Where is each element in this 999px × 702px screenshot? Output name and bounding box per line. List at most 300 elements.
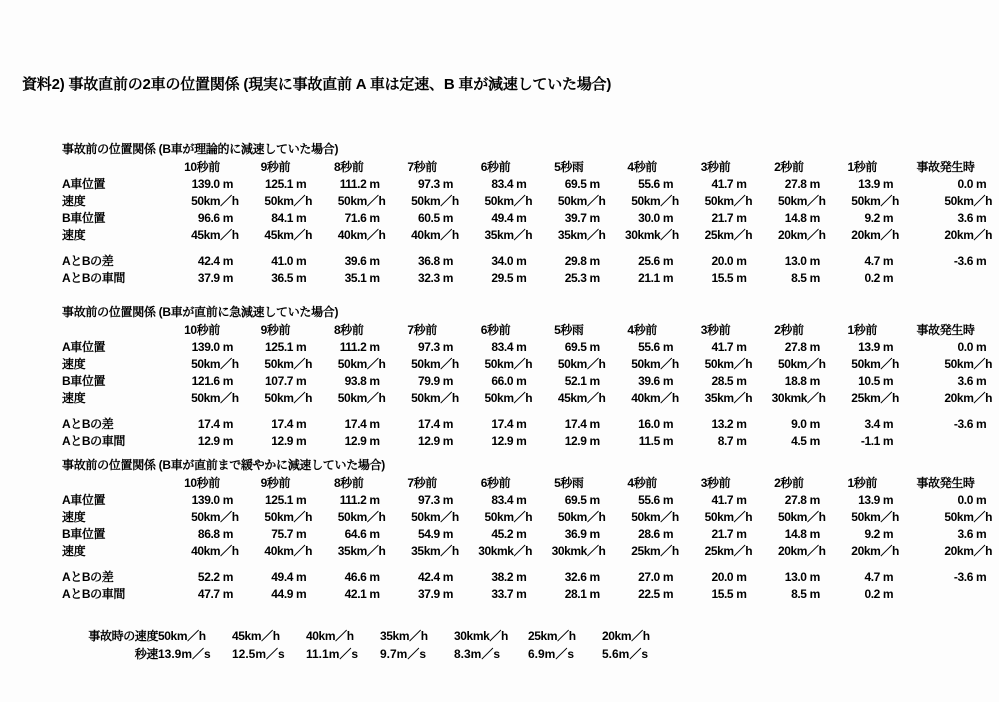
row-label: 速度	[62, 228, 86, 242]
cell-value: 17.4	[418, 417, 440, 431]
unit-meter-label: m	[296, 527, 307, 541]
unit-meter-label: m	[516, 493, 527, 507]
unit-meter-label: m	[516, 570, 527, 584]
cell-value: 10.5	[858, 374, 880, 388]
unit-meter-label: m	[809, 374, 820, 388]
row-label: AとBの差	[62, 570, 114, 584]
cell-b_position	[239, 373, 312, 390]
unit-meter-label: m	[589, 417, 600, 431]
unit-meter-label: m	[736, 527, 747, 541]
cell-b_speed: 50km／h	[484, 391, 533, 405]
cell-b_speed: 50km／h	[411, 391, 459, 405]
unit-meter-label: m	[882, 211, 894, 225]
cell-value: 12.9	[197, 434, 220, 448]
cell-value: 52.1	[564, 374, 587, 388]
cell-value: 28.1	[564, 587, 587, 601]
cell-difference	[459, 416, 532, 433]
unit-meter-label: m	[369, 527, 380, 541]
table-row	[62, 227, 992, 244]
column-header: 1秒前	[847, 160, 877, 174]
cell-difference	[312, 569, 385, 586]
cell-value: 8.7	[717, 434, 734, 448]
cell-gap	[679, 433, 752, 450]
table-row	[62, 627, 676, 645]
cell-b_speed: 30kmk／h	[551, 544, 606, 558]
cell-value: 37.9	[418, 587, 440, 601]
cell-value: 3.6	[957, 211, 973, 225]
unit-meter-label: m	[296, 417, 307, 431]
cell-difference	[605, 416, 678, 433]
unit-meter-label: m	[442, 374, 454, 388]
unit-meter-label: m	[222, 527, 233, 541]
position-relation-table	[62, 475, 992, 603]
cell-value: -3.6	[953, 570, 973, 584]
column-header: 5秒雨	[554, 323, 584, 337]
unit-meter-label: m	[589, 211, 600, 225]
summary-speed-value: 30kmk／h	[454, 629, 508, 643]
cell-value: 107.7	[265, 374, 294, 388]
table-row	[62, 569, 992, 586]
cell-gap	[899, 433, 992, 450]
unit-meter-label: m	[369, 570, 380, 584]
column-header: 8秒前	[333, 160, 364, 174]
cell-b_position	[752, 210, 825, 227]
cell-value: 32.3	[418, 271, 440, 285]
cell-value: 69.5	[564, 493, 587, 507]
cell-value: 30.0	[638, 211, 660, 225]
cell-a_speed: 50km／h	[944, 357, 992, 371]
table-row	[62, 176, 992, 193]
cell-value: 0.0	[957, 493, 973, 507]
cell-value: 41.7	[711, 493, 734, 507]
table-row	[62, 356, 992, 373]
cell-b_speed: 40km／h	[337, 228, 386, 242]
unit-meter-label: m	[516, 434, 527, 448]
cell-difference	[826, 253, 899, 270]
cell-value: 45.2	[491, 527, 514, 541]
cell-value: 64.6	[344, 527, 367, 541]
summary-speed-label: 事故時の速度	[88, 629, 158, 643]
cell-b_speed: 50km／h	[264, 391, 313, 405]
unit-meter-label: m	[442, 177, 454, 191]
unit-meter-label: m	[442, 434, 454, 448]
unit-meter-label: m	[296, 434, 307, 448]
cell-b_speed: 45km／h	[191, 228, 239, 242]
cell-a_speed: 50km／h	[191, 194, 239, 208]
cell-value: 84.1	[271, 211, 294, 225]
unit-meter-label: m	[809, 254, 820, 268]
cell-value: 79.9	[418, 374, 440, 388]
cell-a_position	[385, 176, 458, 193]
cell-value: 42.4	[197, 254, 220, 268]
unit-meter-label: m	[369, 254, 380, 268]
cell-b_speed: 25km／h	[631, 544, 679, 558]
spacer-cell	[62, 407, 992, 416]
unit-meter-label: m	[976, 493, 987, 507]
table-block-3	[62, 456, 992, 603]
unit-meter-label: m	[296, 493, 307, 507]
unit-meter-label: m	[589, 374, 600, 388]
unit-meter-label: m	[369, 493, 380, 507]
cell-value: 55.6	[638, 340, 660, 354]
cell-a_position	[826, 176, 899, 193]
cell-gap	[605, 433, 678, 450]
cell-a_position	[385, 492, 458, 509]
cell-b_speed: 35km／h	[411, 544, 459, 558]
cell-difference	[899, 569, 992, 586]
cell-value: 36.8	[418, 254, 440, 268]
cell-value: 12.9	[491, 434, 514, 448]
unit-meter-label: m	[809, 434, 820, 448]
cell-value: 86.8	[197, 527, 220, 541]
unit-meter-label: m	[809, 340, 820, 354]
unit-meter-label: m	[442, 211, 454, 225]
cell-value: 83.4	[491, 177, 514, 191]
cell-gap	[752, 586, 825, 603]
cell-a_speed: 50km／h	[484, 194, 533, 208]
cell-value: 111.2	[339, 493, 367, 507]
unit-meter-label: m	[222, 493, 233, 507]
cell-a_position	[752, 339, 825, 356]
table-row	[62, 433, 992, 450]
cell-a_position	[532, 492, 605, 509]
cell-value: 39.6	[344, 254, 367, 268]
cell-value: 46.6	[344, 570, 367, 584]
row-label: 速度	[62, 510, 86, 524]
cell-b_speed: 20km／h	[944, 391, 992, 405]
unit-meter-label: m	[882, 254, 894, 268]
table-header-row	[62, 322, 992, 339]
unit-meter-label: m	[516, 374, 527, 388]
unit-meter-label: m	[662, 374, 674, 388]
row-label: B車位置	[62, 211, 106, 225]
unit-meter-label: m	[662, 177, 674, 191]
cell-difference	[679, 416, 752, 433]
summary-speed-value: 40km／h	[306, 629, 354, 643]
summary-persecond-value: 11.1m／s	[306, 647, 359, 661]
cell-value: 12.9	[271, 434, 294, 448]
summary-persecond-value: 9.7m／s	[380, 647, 427, 661]
cell-gap	[239, 270, 312, 287]
unit-meter-label: m	[736, 271, 747, 285]
unit-meter-label: m	[442, 254, 454, 268]
cell-b_position	[679, 526, 752, 543]
column-header: 7秒前	[407, 476, 437, 490]
unit-meter-label: m	[516, 271, 527, 285]
cell-gap	[459, 433, 532, 450]
cell-value: 41.7	[711, 177, 734, 191]
summary-persecond-value: 5.6m／s	[602, 647, 649, 661]
unit-meter-label: m	[222, 587, 233, 601]
unit-meter-label: m	[222, 211, 233, 225]
cell-value: 3.6	[957, 374, 973, 388]
table-row	[62, 210, 992, 227]
cell-difference	[679, 253, 752, 270]
unit-meter-label: m	[442, 587, 454, 601]
cell-a_position	[312, 339, 385, 356]
unit-meter-label: m	[516, 587, 527, 601]
cell-b_speed: 20km／h	[851, 228, 899, 242]
cell-b_position	[826, 526, 899, 543]
unit-meter-label: m	[222, 340, 233, 354]
unit-meter-label: m	[589, 434, 600, 448]
unit-meter-label: m	[882, 340, 894, 354]
cell-a_speed: 50km／h	[851, 357, 899, 371]
cell-value: 44.9	[271, 587, 294, 601]
unit-meter-label: m	[296, 340, 307, 354]
cell-value: 13.9	[858, 493, 880, 507]
column-header: 2秒前	[774, 323, 804, 337]
unit-meter-label: m	[442, 340, 454, 354]
unit-meter-label: m	[662, 271, 674, 285]
cell-gap	[165, 270, 238, 287]
table-row	[62, 339, 992, 356]
cell-b_speed: 20km／h	[777, 544, 826, 558]
cell-value: 13.9	[858, 177, 880, 191]
row-label: 速度	[62, 357, 86, 371]
cell-difference	[385, 569, 458, 586]
cell-a_speed: 50km／h	[944, 510, 992, 524]
unit-meter-label: m	[589, 271, 600, 285]
cell-b_speed: 40km／h	[191, 544, 239, 558]
cell-gap	[679, 270, 752, 287]
column-header: 2秒前	[774, 476, 804, 490]
column-header: 6秒前	[480, 160, 511, 174]
column-header: 10秒前	[184, 476, 220, 490]
cell-value: 42.1	[344, 587, 367, 601]
column-header: 事故発生時	[916, 476, 975, 490]
cell-gap	[826, 586, 899, 603]
cell-a_position	[532, 339, 605, 356]
cell-value: 12.9	[564, 434, 587, 448]
table-caption: 事故前の位置関係 (B車が直前まで緩やかに減速していた場合)	[62, 458, 385, 472]
unit-meter-label: m	[516, 340, 527, 354]
cell-a_position	[459, 176, 532, 193]
column-header: 7秒前	[407, 160, 437, 174]
table-block-2	[62, 303, 992, 450]
unit-meter-label: m	[809, 527, 820, 541]
cell-value: 83.4	[491, 340, 514, 354]
cell-a_position	[312, 176, 385, 193]
cell-difference	[239, 416, 312, 433]
cell-b_speed: 40km／h	[631, 391, 679, 405]
cell-difference	[165, 253, 238, 270]
row-label: 速度	[62, 544, 86, 558]
row-label: AとBの車間	[62, 271, 125, 285]
cell-value: 139.0	[191, 177, 220, 191]
summary-persecond-label: 秒速	[134, 647, 158, 661]
cell-value: 69.5	[564, 340, 587, 354]
cell-value: 3.6	[957, 527, 973, 541]
cell-difference	[605, 569, 678, 586]
unit-meter-label: m	[882, 493, 894, 507]
cell-value: 17.4	[491, 417, 514, 431]
cell-difference	[385, 416, 458, 433]
unit-meter-label: m	[369, 434, 380, 448]
unit-meter-label: m	[882, 271, 894, 285]
column-header: 9秒前	[260, 323, 291, 337]
cell-value: -3.6	[953, 254, 973, 268]
cell-value: 96.6	[197, 211, 220, 225]
cell-a_speed: 50km／h	[411, 194, 459, 208]
unit-meter-label: m	[222, 177, 233, 191]
cell-difference	[752, 253, 825, 270]
unit-meter-label: m	[809, 271, 820, 285]
cell-a_speed: 50km／h	[557, 194, 606, 208]
table-corner-cell	[62, 159, 165, 176]
unit-meter-label: m	[442, 570, 454, 584]
cell-value: 0.2	[864, 587, 880, 601]
unit-meter-label: m	[882, 570, 894, 584]
table-row	[62, 526, 992, 543]
cell-value: 69.5	[564, 177, 587, 191]
cell-value: 25.3	[564, 271, 587, 285]
cell-value: 52.2	[197, 570, 220, 584]
cell-value: 125.1	[265, 177, 294, 191]
cell-a_speed: 50km／h	[631, 194, 679, 208]
unit-meter-label: m	[589, 340, 600, 354]
cell-value: 125.1	[265, 493, 294, 507]
cell-b_position	[385, 373, 458, 390]
cell-value: 28.6	[638, 527, 660, 541]
unit-meter-label: m	[589, 254, 600, 268]
cell-value: 16.0	[638, 417, 660, 431]
row-label: A車位置	[62, 177, 106, 191]
cell-a_speed: 50km／h	[337, 194, 386, 208]
cell-value: 3.4	[864, 417, 880, 431]
summary-block	[62, 627, 676, 663]
cell-a_speed: 50km／h	[191, 357, 239, 371]
unit-meter-label: m	[662, 211, 674, 225]
table-corner-cell	[62, 322, 165, 339]
cell-b_speed: 20km／h	[777, 228, 826, 242]
row-label: 速度	[62, 391, 86, 405]
cell-b_speed: 35km／h	[337, 544, 386, 558]
cell-difference	[459, 253, 532, 270]
cell-value: 125.1	[265, 340, 294, 354]
unit-meter-label: m	[736, 340, 747, 354]
cell-a_speed: 50km／h	[777, 194, 826, 208]
cell-gap	[385, 586, 458, 603]
cell-b_position	[532, 373, 605, 390]
cell-gap	[385, 270, 458, 287]
cell-value: 21.7	[711, 527, 734, 541]
cell-b_speed: 30kmk／h	[624, 228, 679, 242]
unit-meter-label: m	[296, 374, 307, 388]
cell-gap	[899, 270, 992, 287]
cell-b_speed: 25km／h	[851, 391, 899, 405]
unit-meter-label: m	[296, 271, 307, 285]
unit-meter-label: m	[882, 587, 894, 601]
cell-gap	[532, 270, 605, 287]
cell-value: 54.9	[418, 527, 440, 541]
cell-value: 36.9	[564, 527, 587, 541]
cell-gap	[605, 270, 678, 287]
table-spacer-row	[62, 407, 992, 416]
unit-meter-label: m	[976, 374, 987, 388]
cell-gap	[312, 433, 385, 450]
cell-a_position	[826, 492, 899, 509]
column-header: 8秒前	[333, 323, 364, 337]
cell-gap	[385, 433, 458, 450]
unit-meter-label: m	[736, 587, 747, 601]
column-header: 4秒前	[627, 323, 657, 337]
column-header: 3秒前	[700, 160, 731, 174]
cell-b_speed: 30kmk／h	[478, 544, 533, 558]
cell-a_position	[312, 492, 385, 509]
cell-a_speed: 50km／h	[484, 510, 533, 524]
cell-b_position	[312, 526, 385, 543]
cell-value: 42.4	[418, 570, 440, 584]
unit-meter-label: m	[369, 417, 380, 431]
cell-value: 20.0	[711, 254, 734, 268]
cell-value: 71.6	[344, 211, 367, 225]
cell-value: -1.1	[860, 434, 880, 448]
cell-value: 66.0	[491, 374, 514, 388]
table-caption: 事故前の位置関係 (B車が直前に急減速していた場合)	[62, 305, 339, 319]
column-header: 2秒前	[774, 160, 804, 174]
cell-a_speed: 50km／h	[944, 194, 992, 208]
cell-a_position	[532, 176, 605, 193]
cell-value: 55.6	[638, 493, 660, 507]
cell-value: 17.4	[197, 417, 220, 431]
summary-speed-value: 45km／h	[232, 629, 280, 643]
cell-value: 97.3	[418, 340, 440, 354]
cell-gap	[239, 586, 312, 603]
cell-a_speed: 50km／h	[264, 194, 313, 208]
table-row	[62, 373, 992, 390]
cell-value: 14.8	[784, 527, 807, 541]
cell-gap	[532, 433, 605, 450]
cell-gap	[605, 586, 678, 603]
cell-b_speed: 40km／h	[264, 544, 313, 558]
cell-b_position	[605, 526, 678, 543]
cell-value: 27.8	[784, 493, 807, 507]
column-header: 3秒前	[700, 323, 731, 337]
unit-meter-label: m	[736, 417, 747, 431]
unit-meter-label: m	[662, 493, 674, 507]
unit-meter-label: m	[736, 254, 747, 268]
column-header: 10秒前	[184, 160, 220, 174]
unit-meter-label: m	[442, 417, 454, 431]
cell-value: 0.0	[957, 177, 973, 191]
cell-b_speed: 50km／h	[191, 391, 239, 405]
unit-meter-label: m	[222, 254, 233, 268]
table-row	[62, 509, 992, 526]
cell-value: 39.7	[564, 211, 587, 225]
cell-value: 17.4	[271, 417, 294, 431]
cell-a_speed: 50km／h	[777, 510, 826, 524]
summary-speed-value: 20km／h	[602, 629, 650, 643]
cell-b_position	[532, 526, 605, 543]
table-row	[62, 253, 992, 270]
cell-gap	[165, 586, 238, 603]
cell-value: 139.0	[191, 340, 220, 354]
cell-value: -3.6	[953, 417, 973, 431]
cell-a_position	[605, 492, 678, 509]
column-header: 5秒雨	[554, 160, 584, 174]
cell-a_position	[752, 176, 825, 193]
cell-b_position	[826, 210, 899, 227]
table-row	[62, 416, 992, 433]
cell-value: 49.4	[271, 570, 294, 584]
cell-a_speed: 50km／h	[851, 510, 899, 524]
cell-value: 15.5	[711, 271, 734, 285]
cell-b_speed: 35km／h	[557, 228, 606, 242]
cell-value: 25.6	[638, 254, 660, 268]
row-label: AとBの差	[62, 417, 114, 431]
unit-meter-label: m	[882, 417, 894, 431]
